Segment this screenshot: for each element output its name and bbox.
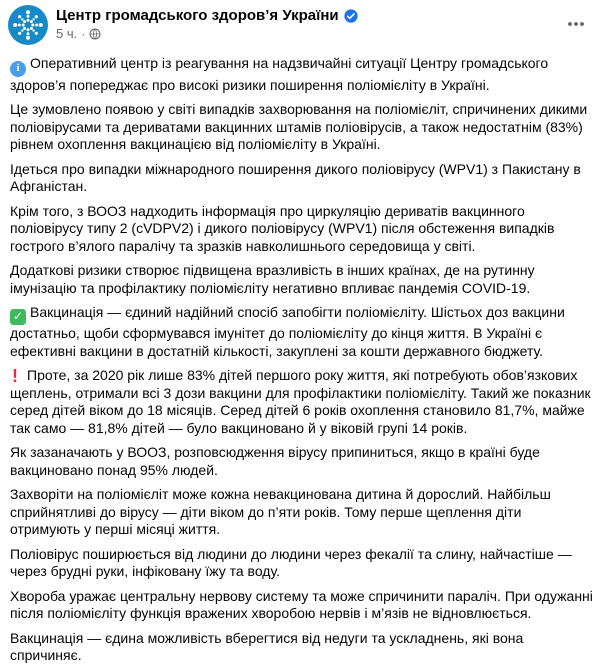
post-paragraph <box>10 55 594 94</box>
paragraph-text: Як зазаначають у ВООЗ, розповсюдження вірусу припиниться, якщо в країні буде вакциновано понад 95% людей. <box>10 444 540 478</box>
paragraph-text: Проте, за 2020 рік лише 83% дітей першого року життя, які потребують обов’язкових щеплень, отримали всі 3 дози вакцини для профілактики поліомієліту. Такий же показник серед дітей віком до 18 місяців. Серед дітей 6 років охоплення становило 81,7%, майже так само — 81,8% дітей — було вакциновано й у віковій групі 14 років. <box>10 367 591 436</box>
post-paragraph <box>10 444 594 479</box>
page-avatar[interactable] <box>8 5 48 45</box>
post-paragraph <box>10 546 594 581</box>
post-paragraph <box>10 630 594 665</box>
paragraph-text: Хвороба уражає центральну нервову систему та може спричинити параліч. При одужанні після поліомієліту функція вражених хворобою нервів і м’язів не відновлюється. <box>10 587 593 622</box>
paragraph-text: Оперативний центр із реагування на надзвичайні ситуації Центру громадського здоров’я попереджає про високі ризики поширення поліомієліту в Україні. <box>10 55 549 93</box>
post-paragraph <box>10 161 594 196</box>
page-name-link[interactable]: Центр громадського здоров’я України <box>56 7 339 24</box>
page-logo-icon <box>8 5 48 45</box>
post-paragraph <box>10 486 594 539</box>
exclamation-icon: ! <box>12 366 18 386</box>
verified-badge-icon <box>344 9 358 23</box>
paragraph-text: Вакцинація — єдина можливість вберегтися від недуги та ускладнень, які вона спричиняє. <box>10 629 524 664</box>
info-icon: i <box>10 61 26 77</box>
post-body <box>0 45 604 665</box>
page-name-row <box>56 6 358 25</box>
paragraph-text: Вакцинація — єдиний надійний спосіб запобігти поліомієліту. Шістьох доз вакцини достатньо, щоби сформувався імунітет до поліомієліту до кінця життя. В Україні є ефективні вакцини в достатній кількості, закуплені за кошти державного бюджету. <box>10 304 565 359</box>
paragraph-text: Поліовірус поширюється від людини до людини через фекалії та слину, найчастіше — через брудні руки, інфіковану їжу та воду. <box>10 545 572 580</box>
meta-separator: · <box>81 27 86 41</box>
timestamp-link[interactable]: 5 ч. <box>56 26 78 41</box>
paragraph-text: Це зумовлено появою у світі випадків захворювання на поліомієліт, спричинених дикими поліовірусами та дериватами вакцинних штамів поліовірусів, а також недостатнім (83%) рівнем охоплення вакцинацією від поліомієліту в Україні. <box>10 101 588 153</box>
post-meta-row <box>56 26 358 42</box>
paragraph-text: Захворіти на поліомієліт може кожна невакцинована дитина й дорослий. Найбільш сприйнятливі до вірусу — діти віком до п’яти років. Тому перше щеплення діти отримують у перші місяці життя. <box>10 486 551 538</box>
paragraph-text: Ідеться про випадки міжнародного поширення дикого поліовірусу (WPV1) з Пакистану в Афганістан. <box>10 160 581 195</box>
post-paragraph <box>10 588 594 623</box>
post-paragraph <box>10 304 594 360</box>
post-header <box>0 0 604 45</box>
more-options-button[interactable] <box>562 10 590 38</box>
post-paragraph <box>10 101 594 154</box>
post-paragraph <box>10 262 594 297</box>
check-mark-icon: ✓ <box>10 309 26 325</box>
post-paragraph <box>10 367 594 437</box>
globe-icon <box>89 28 101 40</box>
paragraph-text: Додаткові ризики створює підвищена вразливість в інших країнах, де на рутинну імунізацію та профілактику поліомієліту негативно впливає пандемія COVID-19. <box>10 262 535 296</box>
ellipsis-icon <box>566 14 586 34</box>
post-paragraph <box>10 203 594 256</box>
paragraph-text: Крім того, з ВООЗ надходить інформація про циркуляцію дериватів вакцинного поліовірусу типу 2 (cVDPV2) і дикого поліовірусу (WPV1) після обстеження випадків гострого в’ялого паралічу та зразків навколишнього середовища у світі. <box>10 202 555 254</box>
post-header-text <box>56 5 358 42</box>
